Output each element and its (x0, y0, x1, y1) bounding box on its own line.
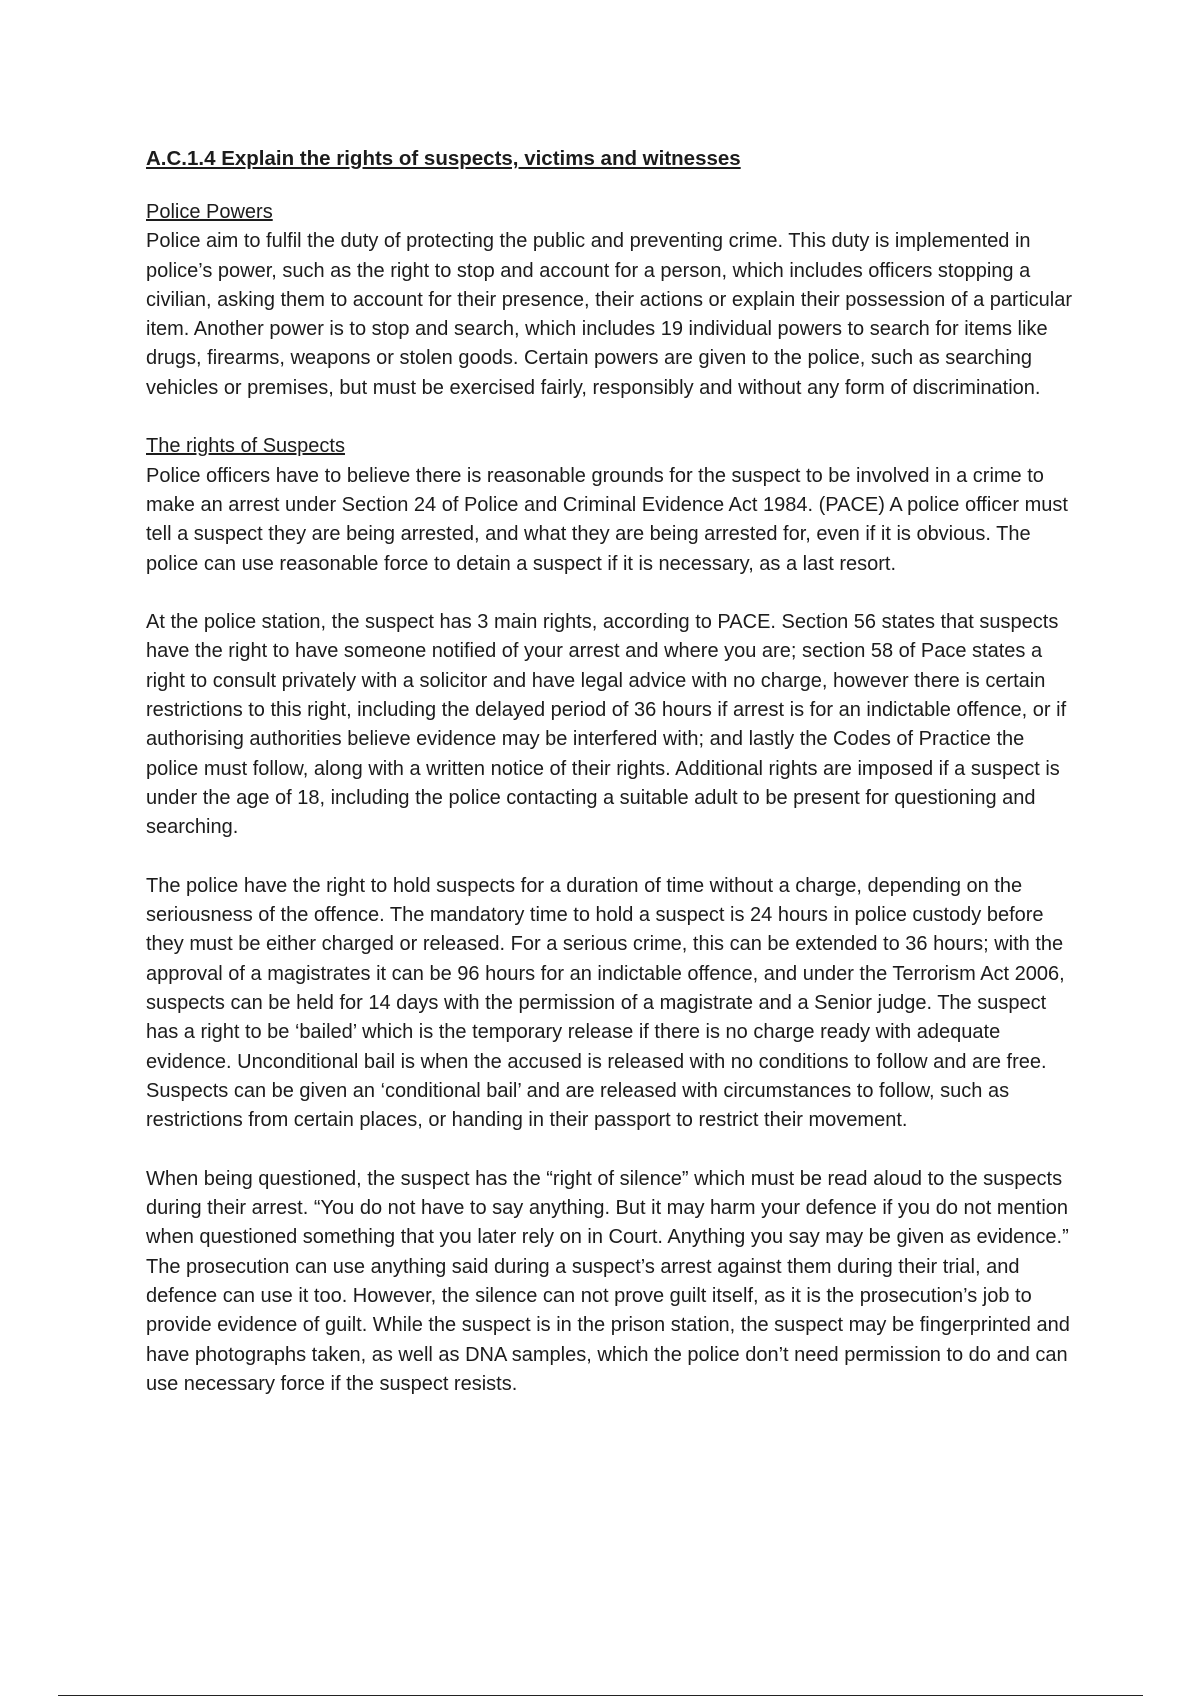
section-heading-police-powers: Police Powers (146, 201, 273, 223)
document-page (146, 140, 1076, 1428)
section-heading-rights-of-suspects: The rights of Suspects (146, 435, 345, 458)
paragraph-detention-and-bail: The police have the right to hold suspects for a duration of time without a charge, depending on the seriousness of the offence. The mandatory time to hold a suspect is 24 hours in police custody before they must be either charged or released. For a serious crime, this can be extended to 36 hours; with the approval of a magistrates it can be 96 hours for an indictable offence, and under the Terrorism Act 2006, suspects can be held for 14 days with the permission of a magistrate and a Senior judge. The suspect has a right to be ‘bailed’ which is the temporary release if there is no charge ready with adequate evidence. Unconditional bail is when the accused is released with no conditions to follow and are free. Suspects can be given an ‘conditional bail’ and are released with circumstances to follow, such as restrictions from certain places, or handing in their passport to restrict their movement. (146, 874, 1065, 1132)
document-title: A.C.1.4 Explain the rights of suspects, victims and witnesses (146, 147, 741, 170)
page-bottom-divider (58, 1695, 1143, 1696)
paragraph-arrest: Police officers have to believe there is reasonable grounds for the suspect to be involved in a crime to make an arrest under Section 24 of Police and Criminal Evidence Act 1984. (PACE) A police officer must tell a suspect they are being arrested, and what they are being arrested for, even if it is obvious. The police can use reasonable force to detain a suspect if it is necessary, as a last resort. (146, 464, 1068, 575)
paragraph-right-of-silence: When being questioned, the suspect has the “right of silence” which must be read aloud to the suspects during their arrest. “You do not have to say anything. But it may harm your defence if you do not mention when questioned something that you later rely on in Court. Anything you say may be given as evidence.” The prosecution can use anything said during a suspect’s arrest against them during their trial, and defence can use it too. However, the silence can not prove guilt itself, as it is the prosecution’s job to provide evidence of guilt. While the suspect is in the prison station, the suspect may be fingerprinted and have photographs taken, as well as DNA samples, which the police don’t need permission to do and can use necessary force if the suspect resists. (146, 1167, 1070, 1395)
paragraph-police-station-rights: At the police station, the suspect has 3 main rights, according to PACE. Section 56 states that suspects have the right to have someone notified of your arrest and where you are; section 58 of Pace states a right to consult privately with a solicitor and have legal advice with no charge, however there is certain restrictions to this right, including the delayed period of 36 hours if arrest is for an indictable offence, or if authorising authorities believe evidence may be interfered with; and lastly the Codes of Practice the police must follow, along with a written notice of their rights. Additional rights are imposed if a suspect is under the age of 18, including the police contacting a suitable adult to be present for questioning and searching. (146, 611, 1067, 839)
paragraph-police-powers: Police aim to fulfil the duty of protecting the public and preventing crime. This duty is implemented in police’s power, such as the right to stop and account for a person, which includes officers stopping a civilian, asking them to account for their presence, their actions or explain their possession of a particular item. Another power is to stop and search, which includes 19 individual powers to search for items like drugs, firearms, weapons or stolen goods. Certain powers are given to the police, such as searching vehicles or premises, but must be exercised fairly, responsibly and without any form of discrimination. (146, 230, 1073, 399)
